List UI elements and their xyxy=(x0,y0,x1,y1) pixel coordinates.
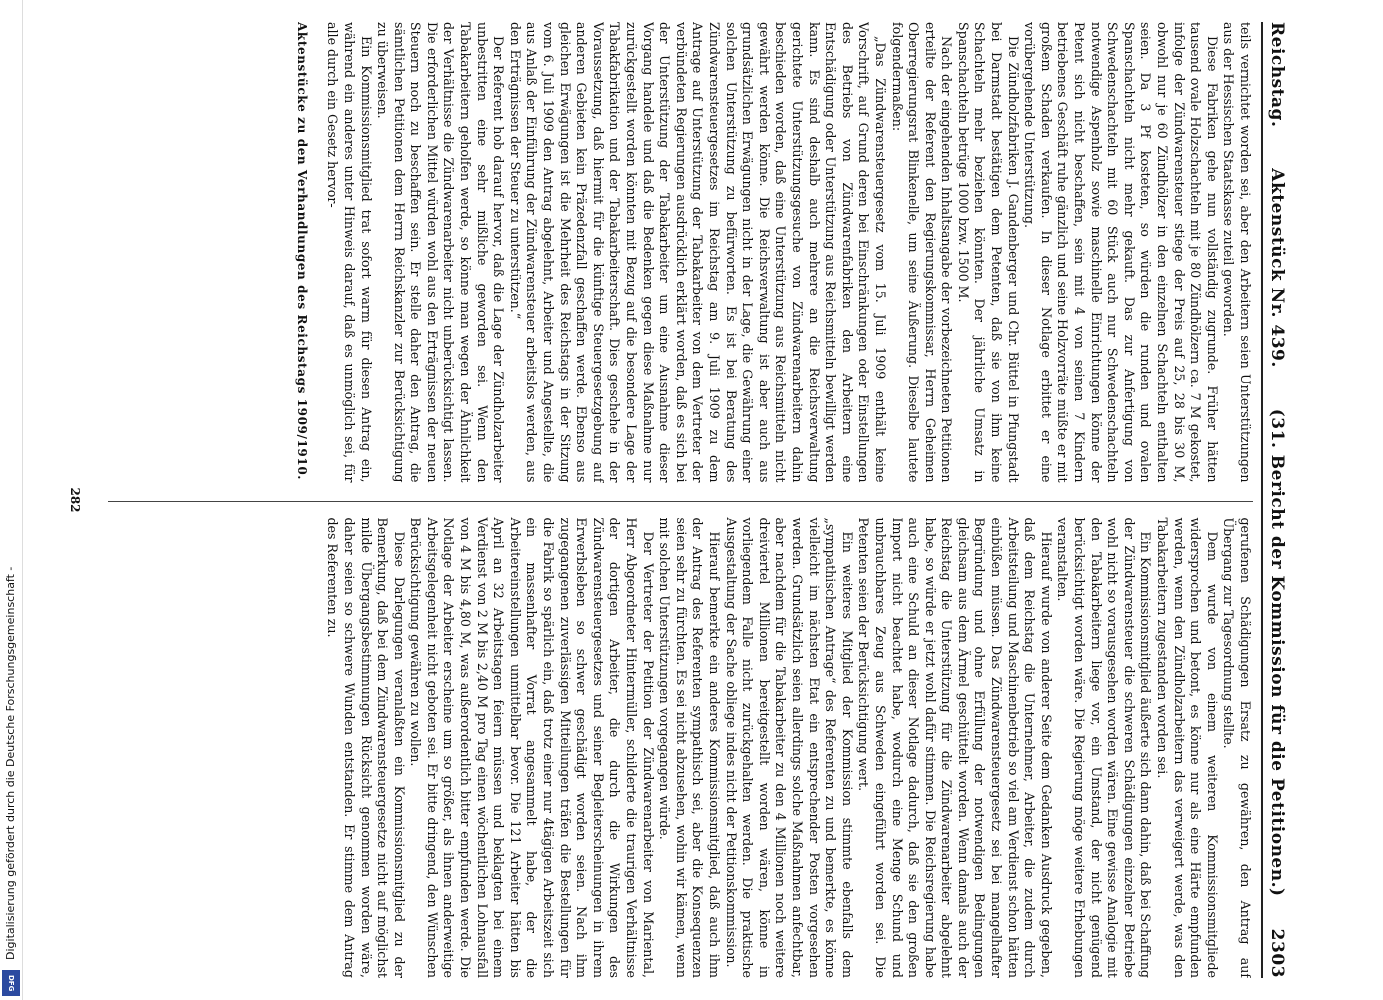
header-center: Aktenstück Nr. 439. xyxy=(1267,168,1287,368)
quoted-statement: „Das Zündwarensteuergesetz vom 15. Juli 1909 enthält keine Vorschrift, auf Grund deren bei Einschränkungen oder Einstellungen des Betriebs von Zündwarenfabriken den Arbeitern eine Entschädigung oder Unterstützung aus Reichsmitteln bewilligt werden kann. Es sind deshalb auch mehrere an die Reichsverwaltung gerichtete Unterstützungsgesuche von Zündwarenarbeitern dahin beschieden worden, daß eine Unterstützung aus Reichsmitteln nicht gewährt werden könne. Die Reichsverwaltung ist aber auch aus grundsätzlichen Erwägungen nicht in der Lage, die Gewährung einer solchen Unterstützung zu befürworten. Es ist bei Beratung des Zündwarensteuergesetzes im Reichstag am 9. Juli 1909 zu dem Antrage auf Unterstützung der Tabakarbeiter von dem Vertreter der verbündeten Regierungen ausdrücklich erklärt worden, daß es sich bei der Unterstützung der Tabakarbeiter um eine Ausnahme dieser Vorgang handele und daß die Bedenken gegen diese Maßnahme nur zurückgestellt worden könnten mit Bezug auf die besondere Lage der Tabakfabrikation und der Tabakarbeiterschaft. Dies geschehe in der Voraussetzung, daß hiermit für die künftige Steuergesetzgebung auf anderen Gebieten kein Präzedenzfall geschaffen werde. Ebenso aus gleichen Erwägungen ist die Mehrheit des Reichstags in der Sitzung vom 6. Juli 1909 den Antrag abgelehnt, Arbeiter und Angestellte, die aus Anlaß der Einführung der Zündwarensteuer arbeitslos werden, aus den Erträgnissen der Steuer zu unterstützen.“ xyxy=(507,22,888,483)
paragraph: Nach der eingehenden Inhaltsangabe der vorbezeichneten Petitionen erteilte der Referent den Regierungskommissar, Herrn Geheimen Oberregierungsrat Blinkenelle, um seine Äußerung. Dieselbe lautete folgendermaßen: xyxy=(889,22,955,483)
header-right xyxy=(1267,409,1287,978)
page-footer-number: 282 xyxy=(68,487,82,513)
header-section-title: (31. Bericht der Kommission für die Petitionen.) xyxy=(1267,408,1287,897)
paragraph: Hierauf wurde von anderer Seite dem Gedanken Ausdruck gegeben, daß dem Reichstag die Unternehmer, Arbeiter, die zudem durch Arbeitsteilung und Maschinenbetrieb so viel am Verdienst schon hätten einbüßen müssen. Das Zündwarensteuergesetz sei bei mangelhafter Begründung und ohne Erfüllung der notwendigen Bedingungen gleichsam aus dem Ärmel geschüttelt worden. Wenn damals auch der Reichstag die Unterstützung für die Zündwarenarbeiter abgelehnt habe, so würde er jetzt wohl dafür stimmen. Die Reichsregierung habe auch eine Schuld an dieser Notlage dadurch, daß sie den großen Import nicht beachtet habe, wodurch eine Menge Schund und unbrauchbares Zeug aus Schweden eingeführt worden sei. Die Petenten seien der Berücksichtigung wert. xyxy=(856,517,1054,978)
paragraph: Ein Kommissionsmitglied trat sofort warm für diesen Antrag ein, während ein anderes unter Hinweis darauf, daß es unmöglich sei, für alle durch ein Gesetz hervor- xyxy=(325,22,374,483)
paragraph: Der Referent hob darauf hervor, daß die Lage der Zündholzarbeiter unbestritten eine sehr mißliche geworden sei. Wenn den Tabakarbeitern geholfen werde, so könne man wegen der Ähnlichkeit der Verhältnisse die Zündwarenarbeiter nicht unberücksichtigt lassen. Die erforderlichen Mittel würden wohl aus den Erträgnissen der neuen Steuern noch zu beschaffen sein. Er stelle daher den Antrag, die sämtlichen Petitionen dem Herrn Reichskanzler zur Berücksichtigung zu überweisen. xyxy=(375,22,507,483)
dfg-logo: DFG xyxy=(2,970,20,996)
paragraph: Diese Darlegungen veranlaßten ein Kommissionsmitglied zu der Bemerkung, daß bei dem Zündwarensteuergesetze nicht auf möglichst milde Übergangsbestimmungen Rücksicht genommen worden wäre, daher seien so schwere Wunden entstanden. Er stimme dem Antrag des Referenten zu. xyxy=(325,517,407,978)
column-footer: Aktenstücke zu den Verhandlungen des Reichstags 1909/1910. xyxy=(294,22,309,481)
scanned-page-viewport xyxy=(60,0,1383,1000)
document-page xyxy=(60,0,1305,1000)
paragraph: Ein Kommissionsmitglied äußerte sich dann dahin, daß bei Schaffung der Zündwarensteuer die schweren Schädigungen einzelner Betriebe wohl nicht so vorausgesehen worden wären. Eine gewisse Analogie mit den Tabakarbeitern liege vor, ein Umstand, der nicht genügend berücksichtigt worden wäre. Die Regierung möge weitere Erhebungen veranstalten. xyxy=(1055,517,1154,978)
paragraph: Diese Fabriken gehe nun vollständig zugrunde. Früher hätten tausend ovale Holzschachteln mit je 80 Zündhölzern ca. 7 M gekostet, infolge der Zündwarensteuer stiege der Preis auf 25, 28 bis 30 M, obwohl nur je 60 Zündhölzer in den einzelnen Schachteln enthalten seien. Da 3 Pf kosteten, so würden die runden und ovalen Spanschachteln nicht mehr gekauft. Das zur Anfertigung von Schwedenschachteln mit 60 Stück auch nur Schwedenschachteln notwendige Aspenholz sowie maschinelle Einrichtungen könne der Petent sich nicht beschaffen, sein mit 4 von seinen 7 Kindern betriebenes Geschäft ruhe gänzlich und seine Holzvorräte müßte er mit großem Schaden verkaufen. In dieser Notlage erbittet er eine vorübergehende Unterstützung. xyxy=(1022,22,1220,483)
header-left: Reichstag. xyxy=(1267,22,1287,128)
paragraph: teils vernichtet worden sei, aber den Arbeitern seien Unterstützungen aus der Hessischen Staatskasse zuteil geworden. xyxy=(1221,22,1253,483)
paragraph: Dem wurde von einem weiteren Kommissionsmitgliede widersprochen und betont, es könne nur als eine Härte empfunden werden, wenn den Zündholzarbeitern das verweigert werde, was den Tabakarbeitern zugestanden worden sei. xyxy=(1155,517,1220,978)
paragraph: Der Vertreter der Petition der Zündwarenarbeiter von Mariental, Herr Abgeordneter Hintermüller, schilderte die traurigen Verhältnisse der dortigen Arbeiter, die durch die Wirkungen des Zündwarensteuergesetzes und seiner Begleiterscheinungen in ihrem Erwerbsleben so schwer geschädigt worden seien. Nach ihm zugegangenen zuverlässigen Mitteilungen träfen die Bestellungen für die Fabrik so spärlich ein, daß trotz einer nur 4tägigen Arbeitszeit sich ein massenhafter Vorrat angesammelt habe, der die Arbeitereinstellungen unmittelbar bevor. Die 121 Arbeiter hätten bis April an 32 Arbeitstagen feiern müssen und beklagten bei einem Verdienst von 2 M bis 2,40 M pro Tag einen wöchentlichen Lohnausfall von 4 M bis 4,80 M, was außerordentlich bitter empfunden werde. Die Notlage der Arbeiter erscheine um so größer, als ihnen anderweitige Arbeitsgelegenheit nicht geboten sei. Er bitte dringend, den Wünschen Berücksichtigung gewähren zu wollen. xyxy=(408,517,656,978)
text-columns xyxy=(108,22,1253,978)
paragraph: Ein weiteres Mitglied der Kommission stimmte ebenfalls dem „sympathischen Antrage“ des Referenten zu und bemerkte, es könne vielleicht im nächsten Etat ein entsprechender Posten vorgesehen werden. Grundsätzlich seien allerdings solche Maßnahmen anfechtbar, aber nachdem für die Tabakarbeiter zu den 4 Millionen noch weitere dreiviertel Millionen bereitgestellt worden wären, könne in vorliegendem Falle nicht zurückgehalten werden. Die praktische Ausgestaltung der Sache obliege indes nicht der Petitionskommission. xyxy=(723,517,855,978)
header-page-number: 2303 xyxy=(1267,928,1287,978)
right-column xyxy=(108,501,1253,979)
paragraph: Hierauf bemerkte ein anderes Kommissionsmitglied, daß auch ihm der Antrag des Referenten sympathisch sei, aber die Konsequenzen seien sehr zu fürchten. Es sei nicht abzusehen, wohin wir kämen, wenn mit solchen Unterstützungen vorgegangen würde. xyxy=(657,517,722,978)
paragraph: gerufenen Schädigungen Ersatz zu gewähren, den Antrag auf Übergang zur Tagesordnung stellte. xyxy=(1221,517,1253,978)
page-header xyxy=(1261,22,1287,978)
paragraph: Die Zündholzfabriken J. Gandenberger und Chr. Büttel in Pfungstadt bei Darmstadt bestätigen dem Petenten, daß sie von ihm keine Schachteln mehr beziehen könnten. Der jährliche Umsatz in Spanschachteln betrüge 1000 bzw. 1500 M. xyxy=(955,22,1021,483)
digitization-note-strip xyxy=(0,0,23,1000)
left-column xyxy=(108,22,1253,483)
digitization-note: Digitalisierung gefördert durch die Deutsche Forschungsgemeinschaft - xyxy=(4,566,17,960)
